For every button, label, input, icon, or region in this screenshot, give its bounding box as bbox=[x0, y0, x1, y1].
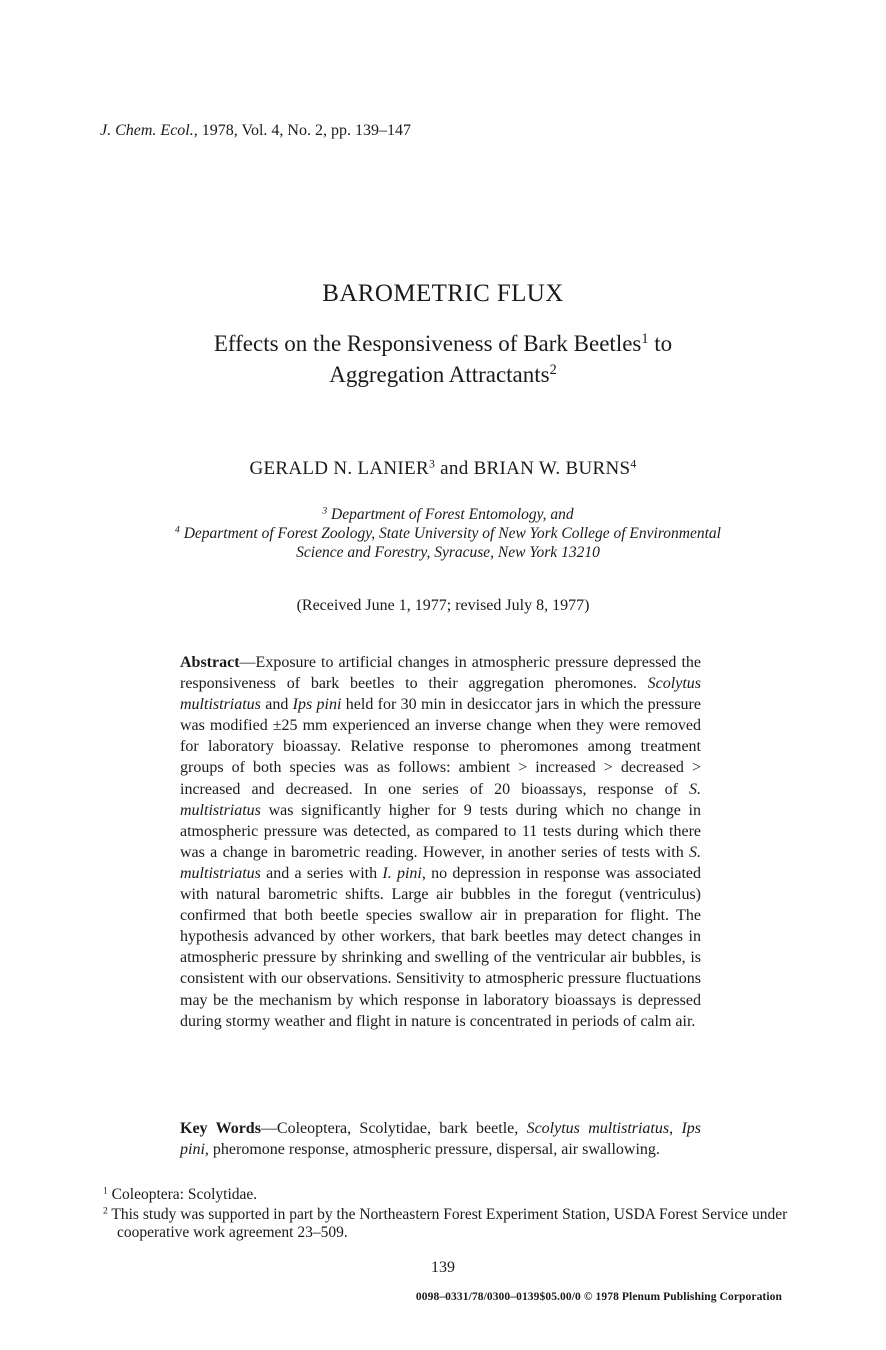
journal-name: J. Chem. Ecol. bbox=[100, 122, 194, 139]
author-line bbox=[0, 458, 886, 480]
footnote-2-text: This study was supported in part by the Northeastern Forest Experiment Station, USDA Forest Service under cooperative work agreement 23–509. bbox=[107, 1206, 788, 1241]
author-joiner: and bbox=[435, 458, 474, 479]
key-words-text-3: , pheromone response, atmospheric pressure, dispersal, air swallowing. bbox=[204, 1141, 660, 1159]
subtitle-line1-end: to bbox=[648, 331, 673, 356]
author-1: GERALD N. LANIER bbox=[249, 458, 429, 479]
abstract-text-3: held for 30 min in desiccator jars in which the pressure was modified ±25 mm experienced an inverse change when they were removed for laboratory bioassay. Relative response to pheromones among treatment groups of both species was as follows: ambient > increased > decreased > increased and decreased. In one series of 20 bioassays, response of bbox=[180, 696, 701, 798]
subtitle-line1: Effects on the Responsiveness of Bark Beetles bbox=[213, 331, 642, 356]
abstract-text-2: and bbox=[260, 696, 293, 714]
affiliations bbox=[90, 505, 806, 562]
abstract-species-2: Ips pini bbox=[292, 696, 342, 714]
journal-volume-pages: , 1978, Vol. 4, No. 2, pp. 139–147 bbox=[193, 122, 411, 139]
footnote-2-mark: 2 bbox=[103, 1205, 108, 1217]
footnote-2 bbox=[103, 1206, 807, 1242]
abstract-species-5: I. pini bbox=[382, 864, 422, 882]
affil-4-line1: Department of Forest Zoology, State University of New York College of Environmental bbox=[179, 525, 721, 542]
affil-3-mark: 3 bbox=[322, 505, 328, 517]
received-dates: (Received June 1, 1977; revised July 8, 1977) bbox=[296, 597, 590, 614]
author-2-affil-mark: 4 bbox=[630, 457, 637, 471]
affil-4-line2: Science and Forestry, Syracuse, New York 13210 bbox=[296, 544, 600, 561]
page-number: 139 bbox=[431, 1259, 455, 1276]
subtitle-line2: Aggregation Attractants bbox=[329, 362, 550, 387]
footnote-1-mark: 1 bbox=[103, 1185, 108, 1197]
author-1-affil-mark: 3 bbox=[428, 457, 436, 471]
footnote-1 bbox=[103, 1186, 793, 1204]
article-subtitle bbox=[120, 328, 766, 390]
abstract-species-4: S. multistriatus bbox=[180, 843, 701, 882]
key-words-text-1: —Coleoptera, Scolytidae, bark beetle, bbox=[260, 1120, 527, 1137]
affil-3: Department of Forest Entomology, and bbox=[327, 506, 574, 523]
abstract-text-5: and a series with bbox=[260, 864, 383, 882]
journal-citation bbox=[100, 122, 411, 140]
key-words-label: Key Words bbox=[180, 1120, 261, 1137]
abstract-species-3: S. multistriatus bbox=[180, 780, 701, 819]
abstract-text-1: —Exposure to artificial changes in atmospheric pressure depressed the responsiveness of bark beetles to their aggregation pheromones. bbox=[180, 654, 701, 693]
key-words-species-1: Scolytus multistriatus bbox=[526, 1120, 670, 1137]
abstract-label: Abstract bbox=[180, 654, 240, 671]
key-words bbox=[180, 1118, 701, 1160]
key-words-species-2: Ips pini bbox=[180, 1120, 701, 1159]
abstract-text-4: was significantly higher for 9 tests during which no change in atmospheric pressure was detected, as compared to 11 tests during which there was a change in barometric reading. However, in another series of tests with bbox=[180, 801, 701, 861]
footnote-1-text: Coleoptera: Scolytidae. bbox=[107, 1186, 258, 1203]
footnote-mark-1: 1 bbox=[641, 331, 649, 348]
footnote-mark-2: 2 bbox=[549, 362, 557, 379]
copyright-line: 0098–0331/78/0300–0139$05.00/0 © 1978 Plenum Publishing Corporation bbox=[415, 1291, 782, 1303]
author-2: BRIAN W. BURNS bbox=[473, 458, 631, 479]
key-words-text-2: , bbox=[669, 1120, 682, 1137]
article-title: BAROMETRIC FLUX bbox=[322, 280, 564, 307]
abstract-species-1: Scolytus multistriatus bbox=[180, 675, 701, 714]
abstract-text-6: , no depression in response was associated with natural barometric shifts. Large air bubbles in the foregut (ventriculus) confirmed that both beetle species swallow air in preparation for flight. The hypothesis advanced by other workers, that bark beetles may detect changes in atmospheric pressure by shrinking and swelling of the ventricular air bubbles, is consistent with our observations. Sensitivity to atmospheric pressure fluctuations may be the mechanism by which response in laboratory bioassays is depressed during stormy weather and flight in nature is concentrated in periods of calm air. bbox=[180, 864, 702, 1030]
affil-4-mark: 4 bbox=[175, 524, 180, 536]
abstract bbox=[180, 652, 701, 1032]
